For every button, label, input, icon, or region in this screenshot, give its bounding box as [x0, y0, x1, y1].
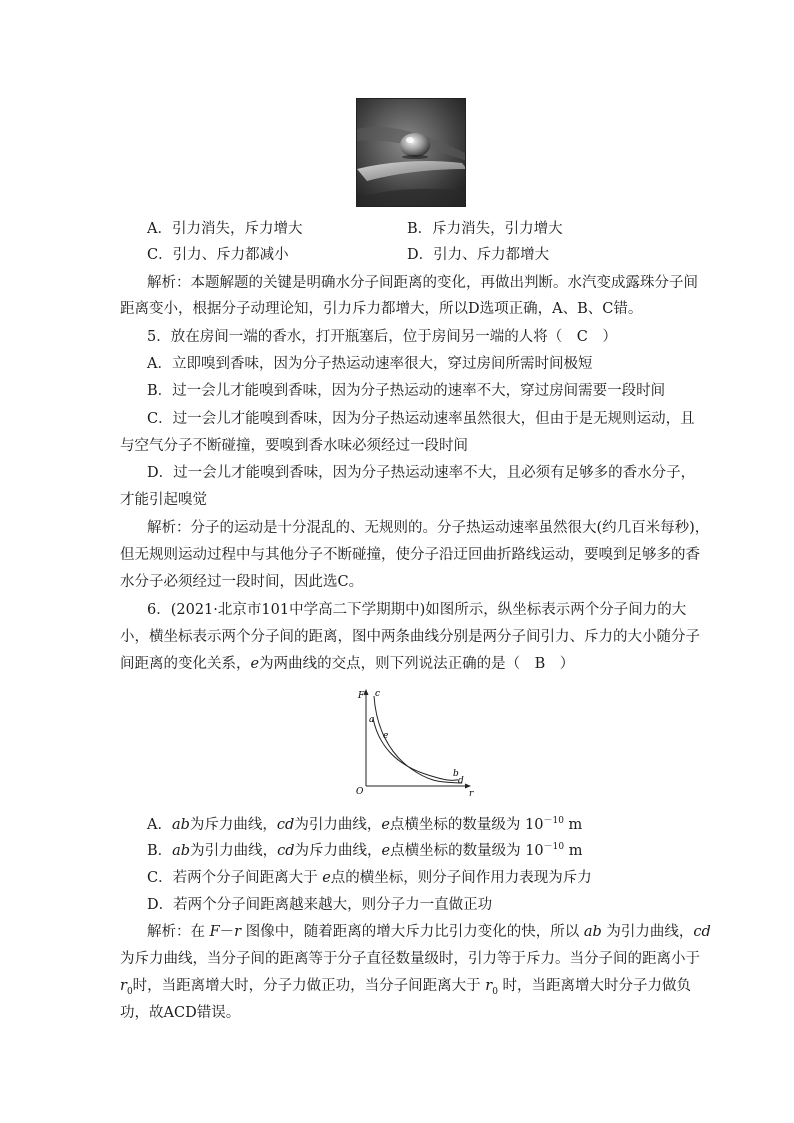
q5-option-c-line-1: C．过一会儿才能嗅到香味，因为分子热运动速率虽然很大，但由于是无规则运动，且 [147, 411, 695, 427]
dewdrop-photo [356, 98, 466, 207]
dewdrop-image [357, 99, 466, 207]
q6-option-a: A．ab为斥力曲线，cd为引力曲线，e点横坐标的数量级为 $10^{-10}$ m [147, 816, 583, 833]
q6-stem-line-1: 6．(2021·北京市101中学高二下学期期中)如图所示，纵坐标表示两个分子间力的大 [147, 602, 687, 618]
q4-option-d: D．引力、斥力都增大 [407, 247, 550, 263]
q5-stem: 5．放在房间一端的香水，打开瓶塞后，位于房间另一端的人将（ C ） [147, 329, 617, 345]
q5-option-d-line-2: 才能引起嗅觉 [120, 492, 207, 508]
x-axis-label: r [469, 789, 474, 798]
q5-analysis-line-3: 水分子必须经过一段时间，因此选C。 [120, 574, 364, 590]
force-distance-graph [340, 686, 475, 798]
q4-option-a: A．引力消失，斥力增大 [147, 221, 303, 237]
q6-analysis-line-4: 功，故ACD错误。 [120, 1005, 241, 1021]
force-distance-graph-svg [340, 686, 475, 798]
x-axis-arrow [465, 784, 471, 789]
origin-label: O [356, 787, 364, 797]
curve-label-a: a [369, 715, 375, 725]
curve-label-b: b [453, 769, 459, 779]
q4-analysis-line-1: 解析：本题解题的关键是明确水分子间距离的变化，再做出判断。水汽变成露珠分子间 [147, 275, 698, 291]
q5-option-d-line-1: D．过一会儿才能嗅到香味，因为分子热运动速率不大，且必须有足够多的香水分子， [147, 465, 696, 481]
q5-option-b: B．过一会儿才能嗅到香味，因为分子热运动的速率不大，穿过房间需要一段时间 [147, 383, 666, 399]
y-axis-label: F [358, 691, 365, 701]
q5-option-a: A．立即嗅到香味，因为分子热运动速率很大，穿过房间所需时间极短 [147, 356, 593, 372]
q4-option-b: B．斥力消失，引力增大 [407, 221, 563, 237]
q5-analysis-line-2: 但无规则运动过程中与其他分子不断碰撞，使分子沿迂回曲折路线运动，要嗅到足够多的香 [120, 547, 700, 563]
q4-analysis-line-2: 距离变小，根据分子动理论知，引力斥力都增大，所以D选项正确，A、B、C错。 [120, 301, 643, 317]
curve-label-d: d [458, 776, 464, 786]
q5-option-c-line-2: 与空气分子不断碰撞，要嗅到香水味必须经过一段时间 [120, 438, 468, 454]
q5-analysis-line-1: 解析：分子的运动是十分混乱的、无规则的。分子热运动速率虽然很大(约几百米每秒)， [147, 520, 710, 536]
q6-option-d: D．若两个分子间距离越来越大，则分子力一直做正功 [147, 897, 493, 913]
intersection-label-e: e [383, 731, 389, 741]
curve-ab [373, 718, 458, 780]
q4-option-c: C．引力、斥力都减小 [147, 247, 289, 263]
q6-stem-line-2: 小，横坐标表示两个分子间的距离，图中两条曲线分别是两分子间引力、斥力的大小随分子 [120, 629, 700, 645]
q6-option-b: B．ab为引力曲线，cd为斥力曲线，e点横坐标的数量级为 $10^{-10}$ m [147, 842, 583, 859]
q6-analysis-line-2: 为斥力曲线，当分子间的距离等于分子直径数量级时，引力等于斥力。当分子间的距离小于 [120, 951, 700, 967]
curve-label-c: c [375, 689, 381, 699]
y-axis-arrow [364, 689, 369, 695]
q6-analysis-line-3: $r_0$时，当距离增大时，分子力做正功，当分子间距离大于 $r_0$ 时，当距离增大时分子力做负 [120, 978, 692, 997]
q6-stem-line-3: 间距离的变化关系，e为两曲线的交点，则下列说法正确的是（ B ） [120, 656, 575, 672]
q6-option-c: C．若两个分子间距离大于 e点的横坐标，则分子间作用力表现为斥力 [147, 870, 592, 886]
q6-analysis-line-1: 解析：在 F－r 图像中，随着距离的增大斥力比引力变化的快，所以 ab 为引力曲线，cd [147, 924, 711, 940]
